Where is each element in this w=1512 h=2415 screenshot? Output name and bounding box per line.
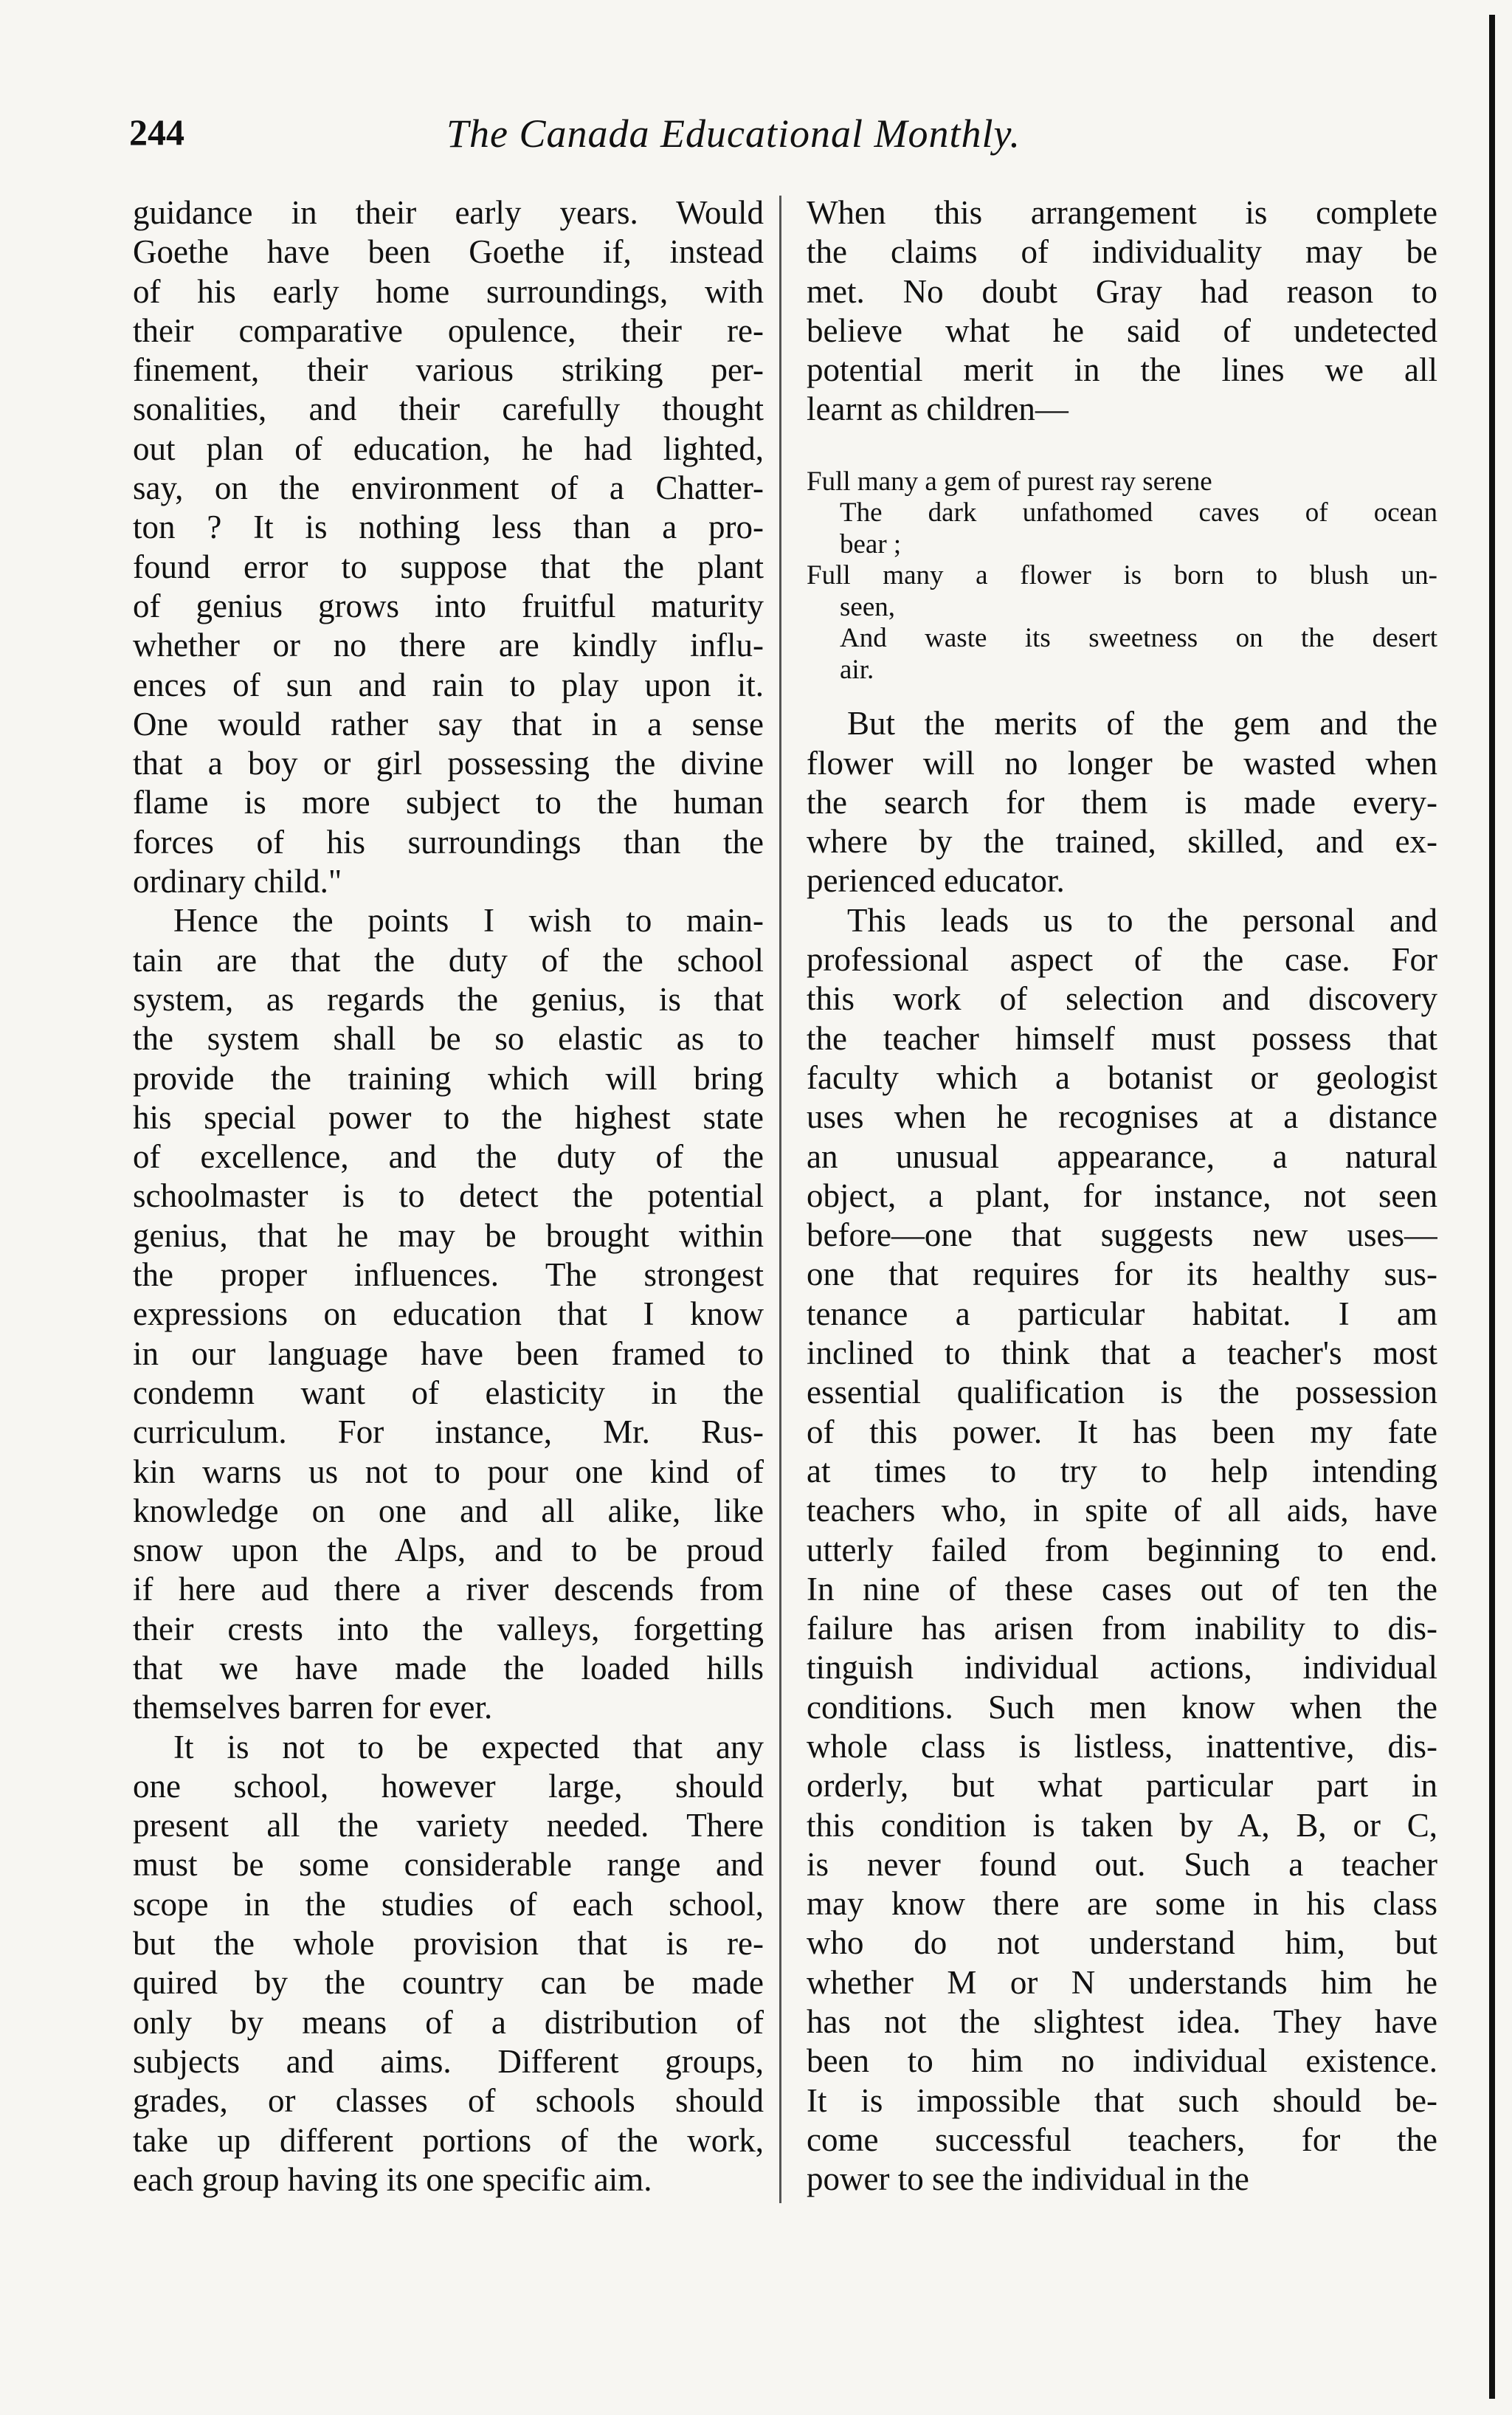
text-line: system, as regards the genius, is that (133, 980, 764, 1018)
text-line: curriculum. For instance, Mr. Rus- (133, 1413, 764, 1451)
text-line: may know there are some in his class (807, 1885, 1437, 1923)
text-line: It is impossible that such should be- (807, 2081, 1437, 2119)
text-line: ences of sun and rain to play upon it. (133, 666, 764, 703)
text-line: conditions. Such men know when the (807, 1688, 1437, 1726)
poem-line: Full many a flower is born to blush un- (807, 560, 1437, 591)
text-line: scope in the studies of each school, (133, 1885, 764, 1923)
text-line: faculty which a botanist or geologist (807, 1058, 1437, 1096)
text-line: out plan of education, he had lighted, (133, 430, 764, 467)
text-line: of this power. It has been my fate (807, 1413, 1437, 1450)
text-line: where by the trained, skilled, and ex- (807, 823, 1437, 861)
text-line: one that requires for its healthy sus- (807, 1255, 1437, 1293)
text-line: of genius grows into fruitful maturity (133, 587, 764, 624)
text-line: whether or no there are kindly influ- (133, 627, 764, 664)
text-line: only by means of a distribution of (133, 2003, 764, 2041)
text-line: guidance in their early years. Would (133, 194, 764, 231)
text-line: an unusual appearance, a natural (807, 1137, 1437, 1175)
text-line: their comparative opulence, their re- (133, 311, 764, 349)
text-line: forces of his surroundings than the (133, 823, 764, 861)
text-line: themselves barren for ever. (133, 1689, 493, 1726)
text-line: kin warns us not to pour one kind of (133, 1453, 764, 1490)
text-line: met. No doubt Gray had reason to (807, 272, 1437, 310)
poem-line: The dark unfathomed caves of ocean (840, 497, 1437, 528)
text-line: of excellence, and the duty of the (133, 1138, 764, 1176)
text-line: take up different portions of the work, (133, 2121, 764, 2159)
text-line: the proper influences. The strongest (133, 1256, 764, 1294)
text-line: their crests into the valleys, forgetting (133, 1610, 764, 1647)
text-line: say, on the environment of a Chatter- (133, 469, 764, 507)
text-line: believe what he said of undetected (807, 311, 1437, 349)
text-line: uses when he recognises at a distance (807, 1098, 1437, 1136)
text-line: found error to suppose that the plant (133, 548, 764, 585)
text-line: learnt as children— (807, 390, 1069, 428)
text-line: This leads us to the personal and (847, 901, 1437, 939)
text-line: tain are that the duty of the school (133, 941, 764, 979)
text-line: professional aspect of the case. For (807, 941, 1437, 979)
text-line: utterly failed from beginning to end. (807, 1531, 1437, 1568)
right-column-bottom-text (807, 704, 1437, 2199)
text-line: potential merit in the lines we all (807, 351, 1437, 389)
text-line: who do not understand him, but (807, 1924, 1437, 1962)
text-line: has not the slightest idea. They have (807, 2003, 1437, 2041)
right-column (807, 193, 1437, 2199)
text-line: in our language have been framed to (133, 1334, 764, 1372)
text-line: flower will no longer be wasted when (807, 744, 1437, 782)
text-line: the claims of individuality may be (807, 233, 1437, 271)
page-number: 244 (129, 111, 184, 153)
poem-line: air. (840, 654, 874, 685)
text-line: this work of selection and discovery (807, 980, 1437, 1018)
text-line: orderly, but what particular part in (807, 1767, 1437, 1805)
text-line: the system shall be so elastic as to (133, 1020, 764, 1058)
text-line: failure has arisen from inability to dis- (807, 1610, 1437, 1647)
text-line: present all the variety needed. There (133, 1807, 764, 1844)
text-line: subjects and aims. Different groups, (133, 2042, 764, 2080)
text-line: before—one that suggests new uses— (807, 1216, 1437, 1254)
text-line: schoolmaster is to detect the potential (133, 1177, 764, 1215)
right-column-top-text (807, 193, 1437, 430)
poem-line: Full many a gem of purest ray serene (807, 466, 1212, 497)
text-line: come successful teachers, for the (807, 2121, 1437, 2158)
left-column (133, 193, 764, 2199)
text-line: the teacher himself must possess that (807, 1019, 1437, 1057)
text-line: is never found out. Such a teacher (807, 1845, 1437, 1883)
text-line: genius, that he may be brought within (133, 1216, 764, 1254)
text-line: each group having its one specific aim. (133, 2160, 652, 2198)
text-line: knowledge on one and all alike, like (133, 1492, 764, 1529)
text-line: one school, however large, should (133, 1767, 764, 1805)
text-line: if here aud there a river descends from (133, 1571, 764, 1608)
poem-line: bear ; (840, 528, 902, 559)
text-line: snow upon the Alps, and to be proud (133, 1532, 764, 1569)
text-line: It is not to be expected that any (173, 1728, 764, 1765)
text-line: grades, or classes of schools should (133, 2082, 764, 2120)
text-line: condemn want of elasticity in the (133, 1374, 764, 1411)
text-line: flame is more subject to the human (133, 784, 764, 821)
text-line: But the merits of the gem and the (847, 705, 1437, 743)
text-line: tenance a particular habitat. I am (807, 1295, 1437, 1332)
text-line: When this arrangement is complete (807, 194, 1437, 231)
text-line: finement, their various striking per- (133, 351, 764, 389)
text-line: his special power to the highest state (133, 1098, 764, 1136)
text-line: perienced educator. (807, 862, 1065, 900)
poem-line: seen, (840, 591, 895, 622)
text-line: expressions on education that I know (133, 1295, 764, 1333)
text-line: teachers who, in spite of all aids, have (807, 1492, 1437, 1529)
text-line: ordinary child." (133, 863, 342, 900)
text-line: power to see the individual in the (807, 2160, 1249, 2198)
text-line: whole class is listless, inattentive, dis- (807, 1728, 1437, 1765)
text-line: Goethe have been Goethe if, instead (133, 233, 764, 271)
page-edge-rule (1489, 15, 1495, 2399)
text-line: at times to try to help intending (807, 1452, 1437, 1489)
column-divider (779, 196, 781, 2203)
text-line: that a boy or girl possessing the divine (133, 745, 764, 782)
text-line: tinguish individual actions, individual (807, 1649, 1437, 1687)
text-line: object, a plant, for instance, not seen (807, 1177, 1437, 1214)
text-line: essential qualification is the possession (807, 1374, 1437, 1411)
running-title: The Canada Educational Monthly. (446, 111, 1021, 156)
text-line: sonalities, and their carefully thought (133, 390, 764, 428)
text-line: ton ? It is nothing less than a pro- (133, 509, 764, 546)
text-line: One would rather say that in a sense (133, 705, 764, 743)
text-line: but the whole provision that is re- (133, 1925, 764, 1963)
text-line: inclined to think that a teacher's most (807, 1334, 1437, 1372)
text-line: quired by the country can be made (133, 1964, 764, 2002)
page-header (129, 111, 1480, 162)
text-line: provide the training which will bring (133, 1059, 764, 1097)
text-line: In nine of these cases out of ten the (807, 1570, 1437, 1608)
text-line: whether M or N understands him he (807, 1963, 1437, 2001)
text-line: this condition is taken by A, B, or C, (807, 1806, 1437, 1844)
text-line: the search for them is made every- (807, 783, 1437, 821)
text-line: that we have made the loaded hills (133, 1649, 764, 1687)
poem-quotation (807, 466, 1437, 686)
text-line: must be some considerable range and (133, 1846, 764, 1884)
text-line: Hence the points I wish to main- (173, 902, 764, 940)
text-line: of his early home surroundings, with (133, 272, 764, 310)
text-line: been to him no individual existence. (807, 2042, 1437, 2080)
poem-line: And waste its sweetness on the desert (840, 623, 1437, 654)
